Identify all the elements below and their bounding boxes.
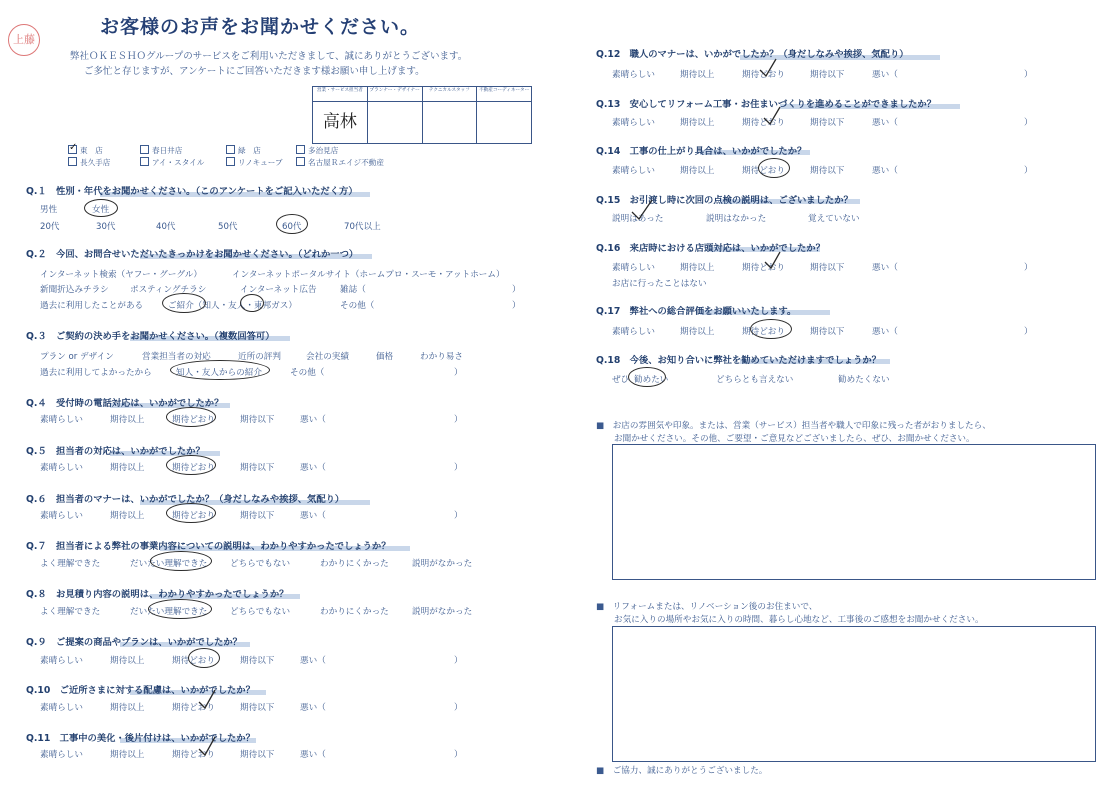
- q16-label: Q.16 来店時における店頭対応は、いかがでしたか？: [596, 243, 825, 254]
- q13-option-bad-close: ）: [1024, 118, 1033, 128]
- q18-option-not-recommend[interactable]: 勧めたくない: [838, 375, 890, 385]
- staff-header-realestate: 不動産コーディネーター: [479, 88, 530, 93]
- q18-option-recommend[interactable]: 勧めたい: [634, 375, 669, 385]
- q13-option-excellent[interactable]: 素晴らしい: [612, 118, 655, 128]
- q3-price[interactable]: 価格: [376, 352, 394, 362]
- q14-option-below[interactable]: 期待以下: [810, 166, 845, 176]
- q2-other-close: ）: [512, 301, 521, 311]
- q12-check-mark: [756, 56, 780, 80]
- q4-option-below[interactable]: 期待以下: [240, 415, 275, 425]
- q6-option-excellent[interactable]: 素晴らしい: [40, 511, 83, 521]
- store-checkbox-higashi[interactable]: ✓ 東 店: [69, 142, 103, 155]
- q1-age-70[interactable]: 70代以上: [344, 222, 381, 232]
- q14-option-excellent[interactable]: 素晴らしい: [612, 166, 655, 176]
- q16-option-excellent[interactable]: 素晴らしい: [612, 263, 655, 273]
- q5-option-below[interactable]: 期待以下: [240, 463, 275, 473]
- store-checkbox-tajimi[interactable]: 多治見店: [296, 145, 338, 156]
- q11-check-mark: [196, 735, 218, 759]
- q6-label: Q.６ 担当者のマナーは、いかがでしたか？（身だしなみや挨拶、気配り）: [26, 494, 345, 505]
- store-checkbox-renocube[interactable]: リノキューブ: [226, 157, 283, 168]
- q16-check-mark: [762, 250, 784, 272]
- q12-option-excellent[interactable]: 素晴らしい: [612, 70, 655, 80]
- q9-option-bad[interactable]: 悪い（: [300, 656, 326, 666]
- q11-option-bad[interactable]: 悪い（: [300, 750, 326, 760]
- q7-option-neither[interactable]: どちらでもない: [230, 559, 291, 569]
- q3-label: Q.３ ご契約の決め手をお聞かせください。（複数回答可）: [26, 331, 275, 342]
- q8-option-none[interactable]: 説明がなかった: [412, 607, 473, 617]
- q1-age-20[interactable]: 20代: [40, 222, 60, 232]
- q1-age-50[interactable]: 50代: [218, 222, 238, 232]
- q9-option-bad-close: ）: [454, 656, 463, 666]
- q3-track-record[interactable]: 会社の実績: [306, 352, 349, 362]
- q8-option-mostly[interactable]: だいたい理解できた: [130, 607, 208, 617]
- q5-option-above[interactable]: 期待以上: [110, 463, 145, 473]
- q16-option-bad[interactable]: 悪い（: [872, 263, 898, 273]
- q4-label: Q.４ 受付時の電話対応は、いかがでしたか？: [26, 398, 224, 409]
- q6-option-bad[interactable]: 悪い（: [300, 511, 326, 521]
- checkbox-icon[interactable]: ✓: [69, 142, 78, 153]
- q2-referral[interactable]: ご紹介（知人・友人・東邦ガス）: [168, 301, 297, 311]
- q6-option-bad-close: ）: [454, 511, 463, 521]
- q7-option-unclear[interactable]: わかりにくかった: [320, 559, 389, 569]
- q18-option-definitely[interactable]: ぜひ: [612, 375, 630, 385]
- checkbox-icon[interactable]: [296, 145, 305, 154]
- q5-option-expected[interactable]: 期待どおり: [172, 463, 215, 473]
- q2-magazine[interactable]: 雑誌（: [340, 285, 366, 295]
- q13-option-below[interactable]: 期待以下: [810, 118, 845, 128]
- q18-label: Q.18 今後、お知り合いに弊社を勧めていただけますでしょうか？: [596, 355, 881, 366]
- q2-past-use[interactable]: 過去に利用したことがある: [40, 301, 144, 311]
- q4-option-bad[interactable]: 悪い（: [300, 415, 326, 425]
- q3-friend-referral[interactable]: 知人・友人からの紹介: [176, 368, 262, 378]
- free-text-1-line1: ■ お店の雰囲気や印象。または、営業（サービス）担当者や職人で印象に残った者がおりましたら、: [596, 421, 991, 431]
- q9-option-below[interactable]: 期待以下: [240, 656, 275, 666]
- q9-option-expected[interactable]: 期待どおり: [172, 656, 215, 666]
- q17-option-expected[interactable]: 期待どおり: [742, 327, 785, 337]
- staff-header-planner: プランナー・デザイナー: [368, 87, 423, 101]
- q17-label: Q.17 弊社への総合評価をお願いいたします。: [596, 306, 797, 317]
- q7-option-mostly[interactable]: だいたい理解できた: [130, 559, 208, 569]
- store-checkbox-nagoya[interactable]: 名古屋Ｒエイジ不動産: [296, 157, 384, 168]
- q14-label: Q.14 工事の仕上がり具合は、いかがでしたか？: [596, 146, 807, 157]
- q10-option-bad-close: ）: [454, 703, 463, 713]
- q15-label: Q.15 お引渡し時に次回の点検の説明は、ございましたか？: [596, 195, 853, 206]
- q1-age-60[interactable]: 60代: [282, 222, 302, 232]
- q12-option-bad-close: ）: [1024, 70, 1033, 80]
- q13-option-bad[interactable]: 悪い（: [872, 118, 898, 128]
- q1-label: Q.１ 性別・年代をお聞かせください。（このアンケートをご記入いただく方）: [26, 186, 358, 197]
- q11-option-below[interactable]: 期待以下: [240, 750, 275, 760]
- q16-option-below[interactable]: 期待以下: [810, 263, 845, 273]
- q3-past-good[interactable]: 過去に利用してよかったから: [40, 368, 152, 378]
- q14-option-bad-close: ）: [1024, 166, 1033, 176]
- intro-line-1: 弊社ＯＫＥＳＨＯグループのサービスをご利用いただきまして、誠にありがとうございます。: [70, 51, 468, 62]
- corner-stamp-text: 上藤: [13, 33, 35, 46]
- q10-option-expected[interactable]: 期待どおり: [172, 703, 215, 713]
- q10-option-excellent[interactable]: 素晴らしい: [40, 703, 83, 713]
- q4-option-excellent[interactable]: 素晴らしい: [40, 415, 83, 425]
- staff-value-planner[interactable]: [368, 102, 423, 143]
- q9-label: Q.９ ご提案の商品やプランは、いかがでしたか？: [26, 637, 242, 648]
- q6-option-expected[interactable]: 期待どおり: [172, 511, 215, 521]
- checkbox-icon[interactable]: [296, 157, 305, 166]
- q6-option-above[interactable]: 期待以上: [110, 511, 145, 521]
- free-text-2-box[interactable]: [612, 626, 1096, 762]
- q4-option-above[interactable]: 期待以上: [110, 415, 145, 425]
- q17-option-above[interactable]: 期待以上: [680, 327, 715, 337]
- q14-option-expected[interactable]: 期待どおり: [742, 166, 785, 176]
- q2-internet-ad[interactable]: インターネット広告: [240, 285, 317, 295]
- q2-magazine-close: ）: [512, 285, 521, 295]
- q8-option-unclear[interactable]: わかりにくかった: [320, 607, 389, 617]
- staff-header-technical: テクニカルスタッフ: [423, 87, 478, 101]
- q17-option-bad-close: ）: [1024, 327, 1033, 337]
- q11-option-excellent[interactable]: 素晴らしい: [40, 750, 83, 760]
- q16-option-never-visited[interactable]: お店に行ったことはない: [612, 279, 707, 289]
- q1-age-30[interactable]: 30代: [96, 222, 116, 232]
- checkbox-icon[interactable]: [140, 157, 149, 166]
- q10-option-bad[interactable]: 悪い（: [300, 703, 326, 713]
- q11-option-expected[interactable]: 期待どおり: [172, 750, 215, 760]
- q5-label: Q.５ 担当者の対応は、いかがでしたか？: [26, 446, 205, 457]
- checkbox-icon[interactable]: [68, 157, 77, 166]
- q2-label: Q.２ 今回、お問合せいただいたきっかけをお聞かせください。（どれか一つ）: [26, 249, 359, 260]
- q2-portal-site[interactable]: インターネットポータルサイト（ホームプロ・スーモ・アットホーム）: [232, 270, 505, 280]
- q16-option-bad-close: ）: [1024, 263, 1033, 273]
- free-text-1-box[interactable]: [612, 444, 1096, 580]
- q11-option-bad-close: ）: [454, 750, 463, 760]
- store-checkbox-midori[interactable]: 緑 店: [226, 145, 261, 156]
- staff-header-sales: 営業・サービス担当者: [313, 87, 368, 101]
- q3-sales-response[interactable]: 営業担当者の対応: [142, 352, 211, 362]
- free-text-2-line2: お気に入りの場所やお気に入りの時間、暮らし心地など、工事後のご感想をお聞かせください。: [614, 615, 984, 625]
- q3-plan-design[interactable]: プラン or デザイン: [40, 352, 114, 362]
- q2-internet-search[interactable]: インターネット検索（ヤフー・グーグル）: [40, 270, 202, 280]
- q14-option-above[interactable]: 期待以上: [680, 166, 715, 176]
- q2-newspaper[interactable]: 新聞折込みチラシ: [40, 285, 109, 295]
- q8-option-neither[interactable]: どちらでもない: [230, 607, 291, 617]
- q3-clarity[interactable]: わかり易さ: [420, 352, 463, 362]
- checkbox-icon[interactable]: [226, 157, 235, 166]
- q9-option-excellent[interactable]: 素晴らしい: [40, 656, 83, 666]
- checkbox-icon[interactable]: [140, 145, 149, 154]
- q15-option-no[interactable]: 説明はなかった: [706, 214, 767, 224]
- staff-value-realestate[interactable]: [477, 102, 531, 143]
- q7-option-understood[interactable]: よく理解できた: [40, 559, 101, 569]
- q5-option-excellent[interactable]: 素晴らしい: [40, 463, 83, 473]
- q11-option-above[interactable]: 期待以上: [110, 750, 145, 760]
- q18-option-neither[interactable]: どちらとも言えない: [716, 375, 794, 385]
- q13-option-expected[interactable]: 期待どおり: [742, 118, 785, 128]
- q2-posting[interactable]: ポスティングチラシ: [130, 285, 207, 295]
- q17-option-excellent[interactable]: 素晴らしい: [612, 327, 655, 337]
- q1-gender-female[interactable]: 女性: [92, 205, 110, 215]
- q12-option-below[interactable]: 期待以下: [810, 70, 845, 80]
- q16-option-above[interactable]: 期待以上: [680, 263, 715, 273]
- page-title: お客様のお声をお聞かせください。: [100, 16, 421, 38]
- q10-label: Q.10 ご近所さまに対する配慮は、いかがでしたか？: [26, 685, 255, 696]
- q10-option-above[interactable]: 期待以上: [110, 703, 145, 713]
- store-checkbox-istyle[interactable]: アイ・スタイル: [140, 157, 204, 168]
- q12-option-above[interactable]: 期待以上: [680, 70, 715, 80]
- q3-other[interactable]: その他（: [290, 368, 325, 378]
- q15-option-yes[interactable]: 説明はあった: [612, 214, 664, 224]
- q4-option-bad-close: ）: [454, 415, 463, 425]
- q8-option-understood[interactable]: よく理解できた: [40, 607, 101, 617]
- q13-option-above[interactable]: 期待以上: [680, 118, 715, 128]
- q1-age-40[interactable]: 40代: [156, 222, 176, 232]
- q3-other-close: ）: [454, 368, 463, 378]
- q14-option-bad[interactable]: 悪い（: [872, 166, 898, 176]
- staff-table: [312, 86, 532, 144]
- q12-option-bad[interactable]: 悪い（: [872, 70, 898, 80]
- q5-option-bad-close: ）: [454, 463, 463, 473]
- q4-option-expected[interactable]: 期待どおり: [172, 415, 215, 425]
- q13-label: Q.13 安心してリフォーム工事・お住まいづくりを進めることができましたか？: [596, 99, 937, 110]
- q15-option-forget[interactable]: 覚えていない: [808, 214, 860, 224]
- store-checkbox-nagakute[interactable]: 長久手店: [68, 157, 110, 168]
- q1-gender-male[interactable]: 男性: [40, 205, 58, 215]
- q16-option-expected[interactable]: 期待どおり: [742, 263, 785, 273]
- q3-reputation[interactable]: 近所の評判: [238, 352, 281, 362]
- store-checkbox-kasugai[interactable]: 春日井店: [140, 145, 182, 156]
- checkbox-icon[interactable]: [226, 145, 235, 154]
- q7-option-none[interactable]: 説明がなかった: [412, 559, 473, 569]
- q7-label: Q.７ 担当者による弊社の事業内容についての説明は、わかりやすかったでしょうか？: [26, 541, 391, 552]
- q11-label: Q.11 工事中の美化・後片付けは、いかがでしたか？: [26, 733, 255, 744]
- q2-other[interactable]: その他（: [340, 301, 375, 311]
- q5-option-bad[interactable]: 悪い（: [300, 463, 326, 473]
- staff-value-technical[interactable]: [423, 102, 478, 143]
- q10-option-below[interactable]: 期待以下: [240, 703, 275, 713]
- q8-label: Q.８ お見積り内容の説明は、わかりやすかったでしょうか？: [26, 589, 289, 600]
- q15-check-mark: [626, 198, 662, 224]
- q13-check-mark: [760, 104, 784, 128]
- staff-value-sales[interactable]: 高林: [313, 102, 368, 143]
- q10-check-mark: [196, 688, 218, 712]
- q17-option-below[interactable]: 期待以下: [810, 327, 845, 337]
- q9-option-above[interactable]: 期待以上: [110, 656, 145, 666]
- q6-option-below[interactable]: 期待以下: [240, 511, 275, 521]
- free-text-2-line1: ■ リフォームまたは、リノベーション後のお住まいで、: [596, 602, 818, 612]
- free-text-1-line2: お聞かせください。その他、ご要望・ご意見などございましたら、ぜひ、お聞かせください。: [614, 434, 975, 444]
- closing-message: ■ ご協力、誠にありがとうございました。: [596, 766, 768, 776]
- q12-label: Q.12 職人のマナーは、いかがでしたか？（身だしなみや挨拶、気配り）: [596, 49, 909, 60]
- q12-option-expected[interactable]: 期待どおり: [742, 70, 785, 80]
- intro-line-2: ご多忙と存じますが、アンケートにご回答いただきます様お願い申し上げます。: [84, 66, 425, 77]
- q17-option-bad[interactable]: 悪い（: [872, 327, 898, 337]
- corner-stamp: [8, 24, 40, 56]
